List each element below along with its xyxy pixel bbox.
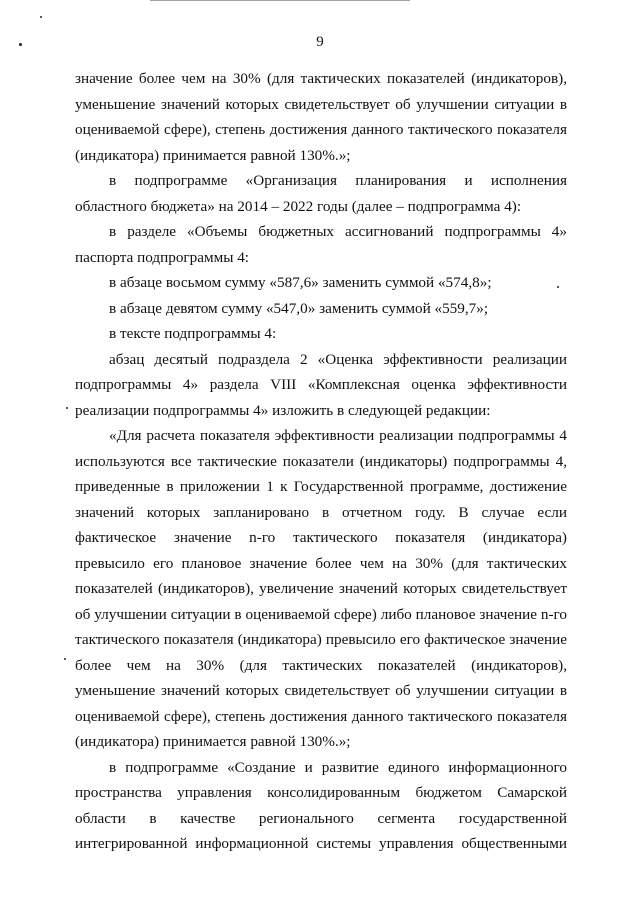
document-body xyxy=(75,66,567,857)
scan-speck xyxy=(64,658,66,660)
paragraph: в подпрограмме «Организация планирования и исполнения областного бюджета» на 2014 – 2022 годы (далее – подпрограмма 4): xyxy=(75,172,567,215)
page-number: 9 xyxy=(316,34,324,50)
scan-edge-line xyxy=(150,0,410,1)
paragraph: в абзаце восьмом сумму «587,6» заменить суммой «574,8»; xyxy=(109,274,492,291)
paragraph: «Для расчета показателя эффективности реализации подпрограммы 4 используются все тактические показатели (индикаторы) подпрограммы 4, приведенные в приложении 1 к Государственной программе, достижение значений которых запланировано в отчетном году. В случае если фактическое значение n-го тактического показателя (индикатора) превысило его плановое значение более чем на 30% (для тактических показателей (индикаторов), увеличение значений которых свидетельствует об улучшении ситуации в оцениваемой сфере) либо плановое значение n-го тактического показателя (индикатора) превысило его фактическое значение более чем на 30% (для тактических показателей (индикаторов), уменьшение значений которых свидетельствует об улучшении ситуации в оцениваемой сфере), степень достижения данного тактического показателя (индикатора) принимается равной 130%.»; xyxy=(75,427,567,750)
paragraph: в подпрограмме «Создание и развитие единого информационного пространства управления консолидированным бюджетом Самарской области в качестве регионального сегмента государственной интегрированной информационной системы управления общественными xyxy=(75,758,567,852)
paragraph: в разделе «Объемы бюджетных ассигнований подпрограммы 4» паспорта подпрограммы 4: xyxy=(75,223,567,266)
scan-speck xyxy=(66,407,68,409)
paragraph: абзац десятый подраздела 2 «Оценка эффективности реализации подпрограммы 4» раздела VIII «Комплексная оценка эффективности реализации подпрограммы 4» изложить в следующей редакции: xyxy=(75,350,567,419)
paragraph: в тексте подпрограммы 4: xyxy=(109,325,277,342)
scan-speck xyxy=(40,16,42,18)
paragraph: значение более чем на 30% (для тактических показателей (индикаторов), уменьшение значений которых свидетельствует об улучшении ситуации в оцениваемой сфере), степень достижения данного тактического показателя (индикатора) принимается равной 130%.»; xyxy=(75,70,567,164)
paragraph: в абзаце девятом сумму «547,0» заменить суммой «559,7»; xyxy=(109,299,489,317)
